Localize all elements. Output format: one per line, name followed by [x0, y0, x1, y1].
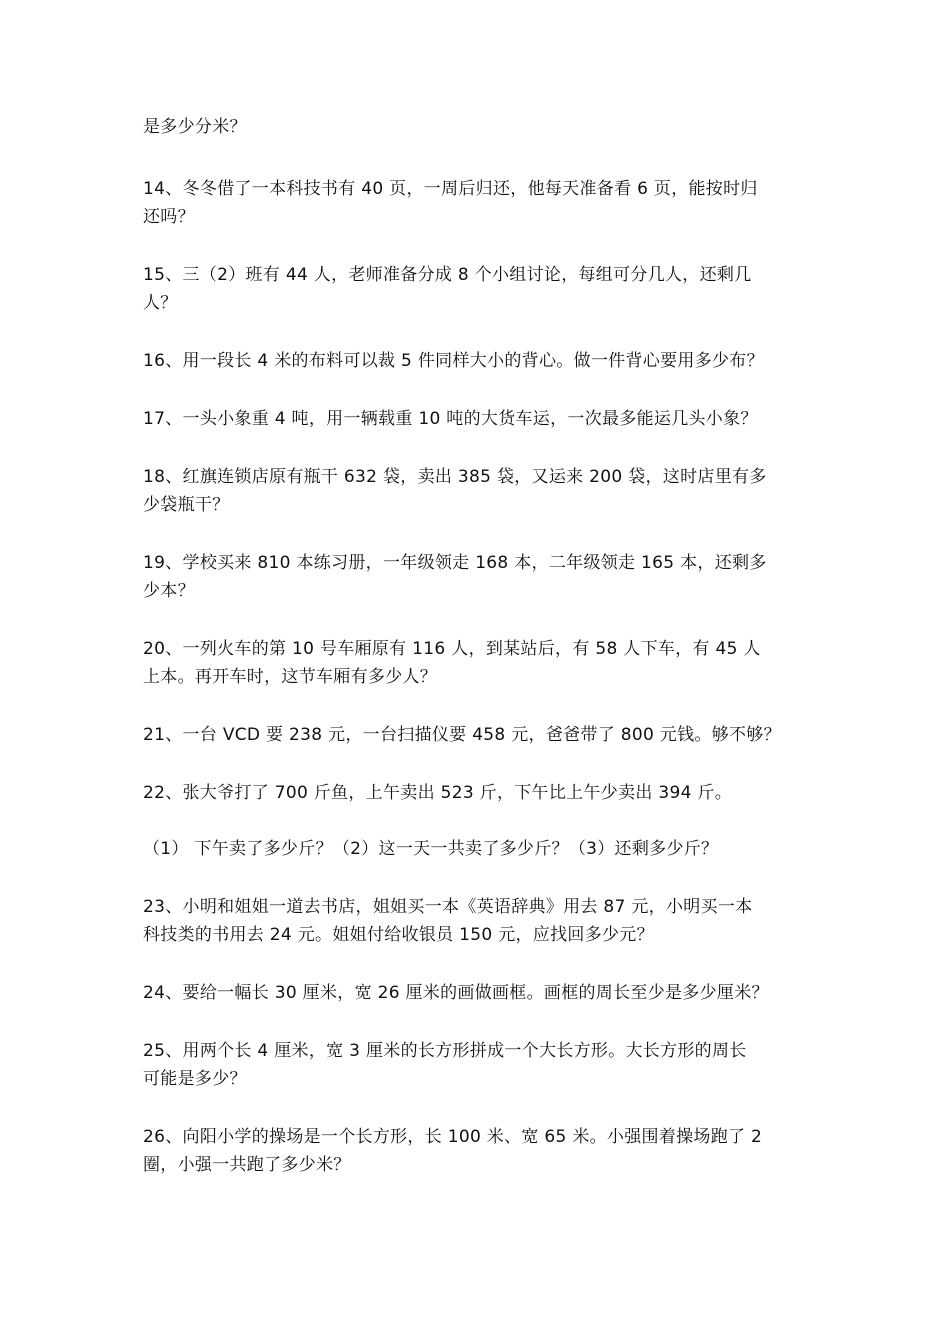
question-22: 22、张大爷打了 700 斤鱼，上午卖出 523 斤，下午比上午少卖出 394 斤。 — [143, 783, 732, 803]
question-14-line-2: 还吗？ — [143, 207, 195, 227]
question-19-line-1: 19、学校买来 810 本练习册，一年级领走 168 本，二年级领走 165 本，还剩多 — [143, 553, 767, 573]
question-14-line-1: 14、冬冬借了一本科技书有 40 页，一周后归还，他每天准备看 6 页，能按时归 — [143, 179, 758, 199]
question-20-line-2: 上本。再开车时，这节车厢有多少人？ — [143, 667, 438, 687]
question-25-line-1: 25、用两个长 4 厘米，宽 3 厘米的长方形拼成一个大长方形。大长方形的周长 — [143, 1041, 747, 1061]
question-26-line-2: 圈，小强一共跑了多少米？ — [143, 1155, 351, 1175]
question-16: 16、用一段长 4 米的布料可以裁 5 件同样大小的背心。做一件背心要用多少布？ — [143, 351, 764, 371]
question-17: 17、一头小象重 4 吨，用一辆载重 10 吨的大货车运，一次最多能运几头小象？ — [143, 409, 758, 429]
question-23-line-2: 科技类的书用去 24 元。姐姐付给收银员 150 元，应找回多少元？ — [143, 925, 654, 945]
question-15-line-2: 人？ — [143, 293, 178, 313]
question-18-line-2: 少袋瓶干？ — [143, 495, 230, 515]
question-20-line-1: 20、一列火车的第 10 号车厢原有 116 人，到某站后，有 58 人下车，有 45 人 — [143, 639, 761, 659]
question-21: 21、一台 VCD 要 238 元，一台扫描仪要 458 元，爸爸带了 800 元钱。够不够？ — [143, 725, 781, 745]
question-23-line-1: 23、小明和姐姐一道去书店，姐姐买一本《英语辞典》用去 87 元，小明买一本 — [143, 897, 753, 917]
question-25-line-2: 可能是多少？ — [143, 1069, 247, 1089]
question-26-line-1: 26、向阳小学的操场是一个长方形，长 100 米、宽 65 米。小强围着操场跑了 2 — [143, 1127, 763, 1147]
question-15-line-1: 15、三（2）班有 44 人，老师准备分成 8 个小组讨论，每组可分几人，还剩几 — [143, 265, 752, 285]
question-22-subparts: （1） 下午卖了多少斤？（2）这一天一共卖了多少斤？（3）还剩多少斤？ — [143, 839, 719, 859]
text-line: 是多少分米？ — [143, 117, 247, 137]
question-24: 24、要给一幅长 30 厘米，宽 26 厘米的画做画框。画框的周长至少是多少厘米？ — [143, 983, 769, 1003]
question-19-line-2: 少本？ — [143, 581, 195, 601]
question-18-line-1: 18、红旗连锁店原有瓶干 632 袋，卖出 385 袋，又运来 200 袋，这时店里有多 — [143, 467, 767, 487]
